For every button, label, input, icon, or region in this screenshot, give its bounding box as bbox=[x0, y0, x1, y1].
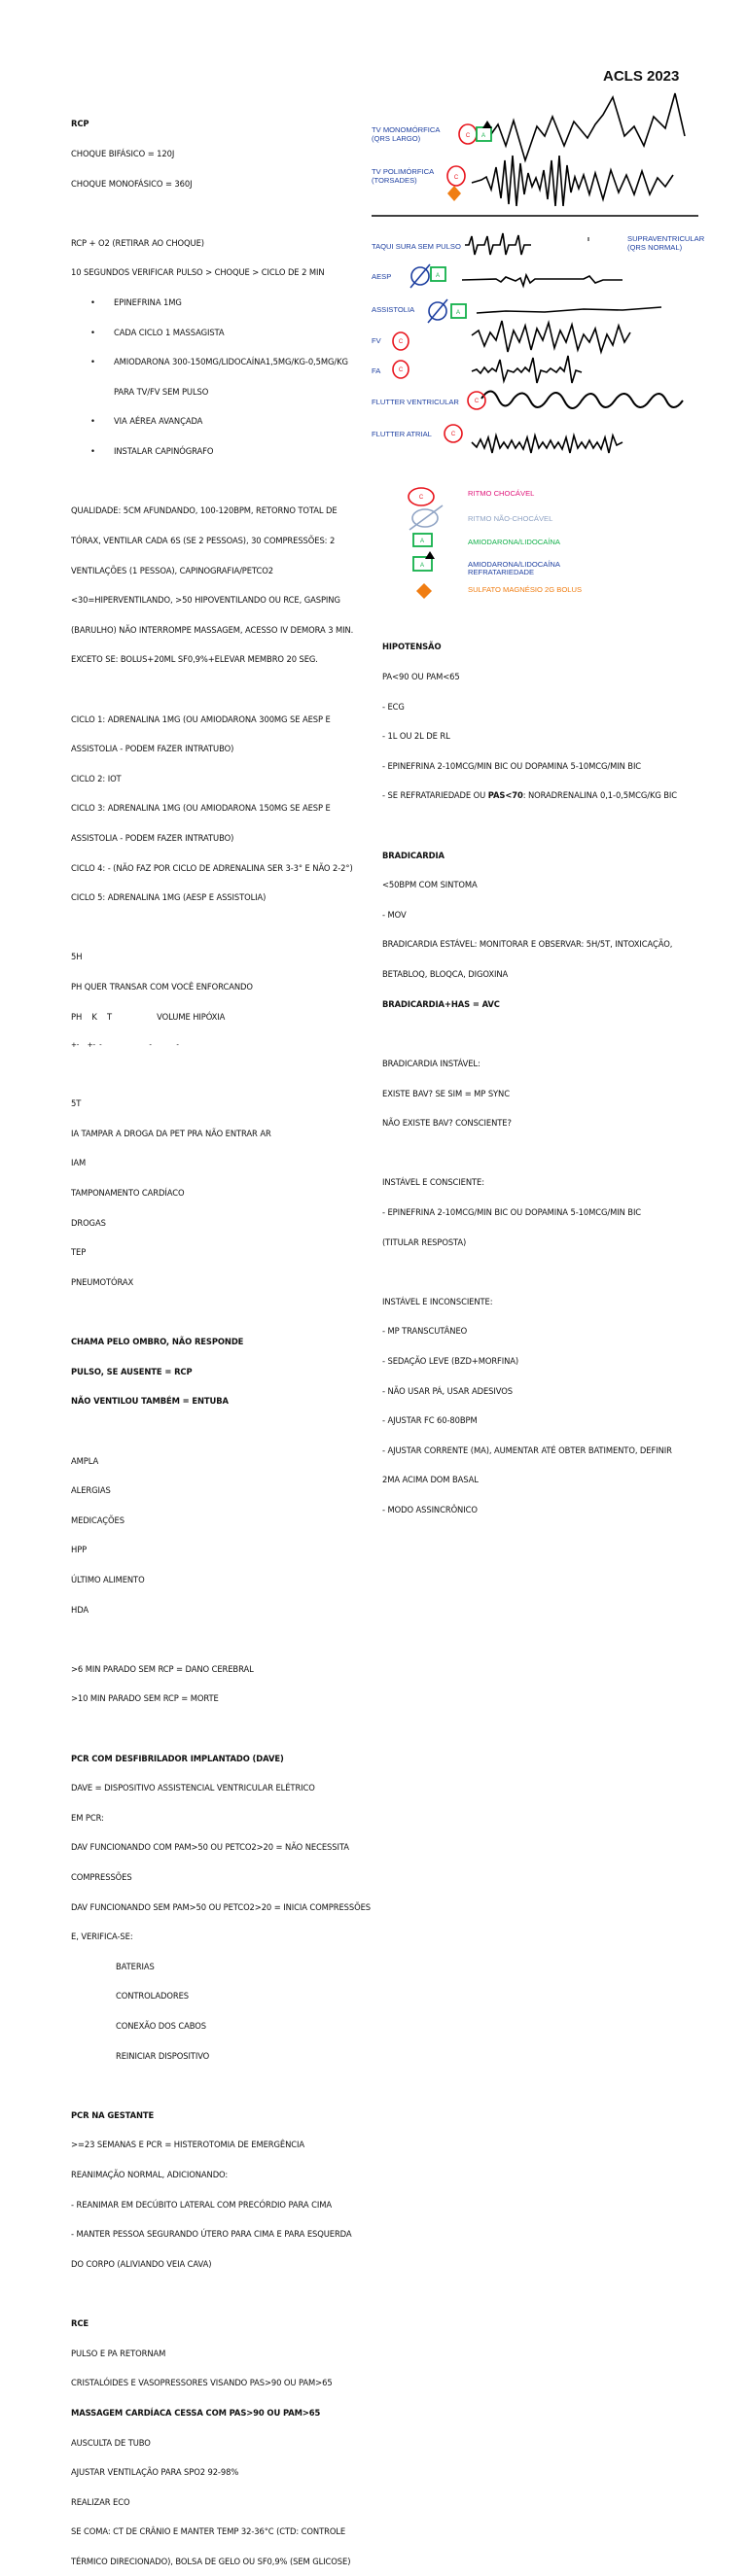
text-line: PA<90 OU PAM<65 bbox=[382, 672, 460, 682]
magnesium-marker bbox=[447, 186, 461, 201]
text-line: 10 SEGUNDOS VERIFICAR PULSO > CHOQUE > CICLO DE 2 MIN bbox=[71, 267, 325, 278]
text-line: <50BPM COM SINTOMA bbox=[382, 880, 478, 890]
text-line: TÉRMICO DIRECIONADO), BOLSA DE GELO OU SF0,9% (SEM GLICOSE) bbox=[71, 2557, 351, 2566]
text-line: >10 MIN PARADO SEM RCP = MORTE bbox=[71, 1693, 219, 1704]
ecg-label-aesp: AESP bbox=[372, 272, 392, 281]
text-line: - ECG bbox=[382, 701, 405, 712]
hipotensao-heading: HIPOTENSÃO bbox=[382, 642, 442, 652]
marker-letter: C bbox=[450, 432, 456, 437]
text-line: REANIMAÇÃO NORMAL, ADICIONANDO: bbox=[71, 2170, 229, 2180]
list-item: CONEXÃO DOS CABOS bbox=[116, 2021, 206, 2032]
text-line: - MP TRANSCUTÂNEO bbox=[382, 1326, 468, 1337]
legend-chocavel: RITMO CHOCÁVEL bbox=[468, 489, 535, 498]
ecg-label-fv: FV bbox=[372, 336, 381, 345]
list-item: CONTROLADORES bbox=[116, 1991, 189, 2002]
text-line: - AJUSTAR FC 60-80BPM bbox=[382, 1415, 478, 1426]
bradicardia-heading: BRADICARDIA bbox=[382, 850, 445, 860]
text-line: BRADICARDIA ESTÁVEL: MONITORAR E OBSERVAR: 5H/5T, INTOXICAÇÃO, bbox=[382, 939, 673, 950]
ecg-drawings bbox=[0, 0, 747, 995]
ecg-label-supraventricular: SUPRAVENTRICULAR (QRS NORMAL) bbox=[627, 234, 705, 252]
ecg-label-flutter-ventricular: FLUTTER VENTRICULAR bbox=[372, 398, 459, 406]
text-line: +- +- - - - bbox=[71, 1041, 179, 1050]
dave-heading: PCR COM DESFIBRILADOR IMPLANTADO (DAVE) bbox=[71, 1753, 284, 1763]
rcp-heading: RCP bbox=[71, 119, 89, 129]
text-line: VENTILAÇÕES (1 PESSOA), CAPINOGRAFIA/PETCO2 bbox=[71, 565, 273, 575]
ecg-trace-tv-monomorfica bbox=[491, 93, 685, 160]
text-line: DROGAS bbox=[71, 1217, 106, 1228]
text-line: - MOV bbox=[382, 909, 407, 920]
text-line: (BARULHO) NÃO INTERROMPE MASSAGEM, ACESSO IV DEMORA 3 MIN. bbox=[71, 624, 354, 635]
ecg-trace-assistolia bbox=[477, 307, 661, 313]
bullet-item: • EPINEFRINA 1MG bbox=[90, 297, 371, 307]
page-title: ACLS 2023 bbox=[603, 68, 680, 85]
text-line: INSTÁVEL E INCONSCIENTE: bbox=[382, 1296, 493, 1306]
legend-amiodarona: AMIODARONA/LIDOCAÍNA bbox=[468, 538, 560, 546]
text-line: - AJUSTAR CORRENTE (MA), AUMENTAR ATÉ OBTER BATIMENTO, DEFINIR bbox=[382, 1445, 672, 1455]
text-line: QUALIDADE: 5CM AFUNDANDO, 100-120BPM, RETORNO TOTAL DE bbox=[71, 505, 338, 516]
text-line: EXISTE BAV? SE SIM = MP SYNC bbox=[382, 1088, 510, 1098]
marker-letter: A bbox=[480, 133, 486, 139]
text-line: DAV FUNCIONANDO SEM PAM>50 OU PETCO2>20 = INICIA COMPRESSÕES bbox=[71, 1901, 371, 1912]
legend-magnesium-marker bbox=[416, 583, 432, 599]
text-line: DAV FUNCIONANDO COM PAM>50 OU PETCO2>20 = NÃO NECESSITA bbox=[71, 1842, 349, 1853]
legend-nao-chocavel: RITMO NÃO-CHOCÁVEL bbox=[468, 514, 553, 523]
text-line: CHOQUE BIFÁSICO = 120J bbox=[71, 149, 175, 159]
text-line: RCP + O2 (RETIRAR AO CHOQUE) bbox=[71, 237, 204, 248]
text-line: - NÃO USAR PÁ, USAR ADESIVOS bbox=[382, 1385, 513, 1396]
text-segment: - SE REFRATARIEDADE OU bbox=[382, 790, 488, 801]
text-line: PH K T VOLUME HIPÓXIA bbox=[71, 1011, 226, 1022]
legend-magnesio: SULFATO MAGNÉSIO 2G BOLUS bbox=[468, 585, 583, 594]
text-line: - EPINEFRINA 2-10MCG/MIN BIC OU DOPAMINA 5-10MCG/MIN BIC bbox=[382, 760, 642, 771]
text-line: HPP bbox=[71, 1545, 88, 1555]
text-line: CHAMA PELO OMBRO, NÃO RESPONDE bbox=[71, 1337, 244, 1347]
ecg-trace-aesp bbox=[462, 275, 622, 286]
text-line: >=23 SEMANAS E PCR = HISTEROTOMIA DE EMERGÊNCIA bbox=[71, 2140, 305, 2150]
text-line: CICLO 4: - (NÃO FAZ POR CICLO DE ADRENALINA SER 3-3° E NÃO 2-2°) bbox=[71, 862, 353, 873]
text-line: 5T bbox=[71, 1098, 82, 1109]
text-line: REALIZAR ECO bbox=[71, 2496, 130, 2507]
text-line: PNEUMOTÓRAX bbox=[71, 1276, 134, 1287]
text-segment: : NORADRENALINA 0,1-0,5MCG/KG BIC bbox=[522, 790, 678, 801]
text-line: - 1L OU 2L DE RL bbox=[382, 731, 450, 742]
refractory-triangle bbox=[425, 551, 435, 559]
text-line: DAVE = DISPOSITIVO ASSISTENCIAL VENTRICULAR ELÉTRICO bbox=[71, 1783, 315, 1793]
marker-letter: C bbox=[465, 133, 471, 139]
text-line: NÃO VENTILOU TAMBÉM = ENTUBA bbox=[71, 1396, 229, 1407]
text-line: ASSISTOLIA - PODEM FAZER INTRATUBO) bbox=[71, 744, 234, 754]
ecg-trace-taqui bbox=[465, 233, 531, 255]
bullet-item: • VIA AÉREA AVANÇADA bbox=[90, 416, 371, 426]
ecg-trace-fv bbox=[472, 321, 630, 352]
marker-letter: A bbox=[435, 273, 441, 279]
refractory-triangle bbox=[482, 121, 492, 128]
list-item: REINICIAR DISPOSITIVO bbox=[116, 2050, 210, 2061]
text-line: - EPINEFRINA 2-10MCG/MIN BIC OU DOPAMINA 5-10MCG/MIN BIC bbox=[382, 1206, 642, 1217]
text-line: AUSCULTA DE TUBO bbox=[71, 2437, 151, 2448]
text-line: EXCETO SE: BOLUS+20ML SF0,9%+ELEVAR MEMBRO 20 SEG. bbox=[71, 654, 318, 665]
gestante-heading: PCR NA GESTANTE bbox=[71, 2109, 155, 2120]
text-line: TAMPONAMENTO CARDÍACO bbox=[71, 1188, 185, 1199]
text-line: E, VERIFICA-SE: bbox=[71, 1932, 133, 1942]
text-line: DO CORPO (ALIVIANDO VEIA CAVA) bbox=[71, 2258, 212, 2269]
text-line: INSTÁVEL E CONSCIENTE: bbox=[382, 1177, 484, 1188]
marker-letter: C bbox=[398, 339, 404, 345]
legend-amiodarona-refrataria: AMIODARONA/LIDOCAÍNA REFRATARIEDADE bbox=[468, 560, 560, 576]
ecg-trace-flutter-ventricular bbox=[481, 392, 683, 409]
text-line: IA TAMPAR A DROGA DA PET PRA NÃO ENTRAR AR bbox=[71, 1128, 271, 1138]
text-line: CICLO 2: IOT bbox=[71, 773, 122, 783]
text-line: <30=HIPERVENTILANDO, >50 HIPOVENTILANDO OU RCE, GASPING bbox=[71, 595, 340, 606]
text-line: TEP bbox=[71, 1247, 87, 1258]
text-line: >6 MIN PARADO SEM RCP = DANO CEREBRAL bbox=[71, 1663, 254, 1674]
text-line: PULSO, SE AUSENTE = RCP bbox=[71, 1366, 193, 1376]
text-line: PARA TV/FV SEM PULSO bbox=[114, 386, 209, 397]
text-line: ÚLTIMO ALIMENTO bbox=[71, 1574, 145, 1584]
ecg-label-tv-polimorfica: TV POLIMÓRFICA (TORSADES) bbox=[372, 167, 435, 185]
bullet-item: • AMIODARONA 300-150MG/LIDOCAÍNA1,5MG/KG-0,5MG/KG bbox=[90, 357, 371, 366]
marker-letter: C bbox=[398, 367, 404, 373]
ecg-label-flutter-atrial: FLUTTER ATRIAL bbox=[372, 430, 432, 438]
ecg-trace-flutter-atrial bbox=[472, 435, 622, 453]
text-line: - REANIMAR EM DECÚBITO LATERAL COM PRECÓRDIO PARA CIMA bbox=[71, 2199, 332, 2210]
ecg-label-tv-monomorfica: TV MONOMÓRFICA (QRS LARGO) bbox=[372, 125, 441, 143]
ecg-trace-tv-polimorfica bbox=[472, 156, 673, 206]
ecg-label-fa: FA bbox=[372, 366, 381, 375]
text-line: MEDICAÇÕES bbox=[71, 1514, 124, 1525]
text-line: COMPRESSÕES bbox=[71, 1872, 132, 1883]
text-line: - MODO ASSINCRÔNICO bbox=[382, 1505, 478, 1515]
text-line: TÓRAX, VENTILAR CADA 6S (SE 2 PESSOAS), 30 COMPRESSÕES: 2 bbox=[71, 535, 336, 545]
marker-letter: A bbox=[455, 310, 461, 316]
text-line: CHOQUE MONOFÁSICO = 360J bbox=[71, 178, 193, 189]
text-line: - MANTER PESSOA SEGURANDO ÚTERO PARA CIMA E PARA ESQUERDA bbox=[71, 2229, 352, 2240]
ecg-trace-fa bbox=[472, 356, 582, 383]
text-line: 5H bbox=[71, 952, 83, 962]
text-line: CICLO 3: ADRENALINA 1MG (OU AMIODARONA 150MG SE AESP E bbox=[71, 803, 331, 814]
marker-letter: A bbox=[419, 563, 425, 569]
text-line: EM PCR: bbox=[71, 1812, 104, 1823]
text-line: CRISTALÓIDES E VASOPRESSORES VISANDO PAS>90 OU PAM>65 bbox=[71, 2378, 333, 2388]
text-line: HDA bbox=[71, 1604, 89, 1615]
marker-letter: C bbox=[453, 175, 459, 181]
text-line: PH QUER TRANSAR COM VOCÊ ENFORCANDO bbox=[71, 982, 253, 992]
text-line: BETABLOQ, BLOQCA, DIGOXINA bbox=[382, 969, 509, 980]
ecg-label-taqui-sura: TAQUI SURA SEM PULSO bbox=[372, 242, 461, 251]
marker-letter: C bbox=[418, 495, 424, 501]
text-line: ALERGIAS bbox=[71, 1485, 111, 1496]
rce-heading: RCE bbox=[71, 2318, 89, 2329]
ecg-label-assistolia: ASSISTOLIA bbox=[372, 305, 415, 314]
list-item: BATERIAS bbox=[116, 1961, 155, 1971]
marker-letter: A bbox=[419, 539, 425, 544]
text-line: PULSO E PA RETORNAM bbox=[71, 2348, 166, 2358]
text-line: BRADICARDIA INSTÁVEL: bbox=[382, 1058, 480, 1068]
text-line: AJUSTAR VENTILAÇÃO PARA SPO2 92-98% bbox=[71, 2467, 239, 2478]
text-line: CICLO 5: ADRENALINA 1MG (AESP E ASSISTOLIA) bbox=[71, 892, 267, 903]
text-line: CICLO 1: ADRENALINA 1MG (OU AMIODARONA 300MG SE AESP E bbox=[71, 714, 331, 724]
text-line: MASSAGEM CARDÍACA CESSA COM PAS>90 OU PAM>65 bbox=[71, 2407, 321, 2418]
text-line: (TITULAR RESPOSTA) bbox=[382, 1236, 467, 1247]
bullet-item: • INSTALAR CAPINÓGRAFO bbox=[90, 446, 371, 456]
text-line: 2MA ACIMA DOM BASAL bbox=[382, 1475, 479, 1485]
text-line: BRADICARDIA+HAS = AVC bbox=[382, 998, 500, 1009]
text-line: SE COMA: CT DE CRÂNIO E MANTER TEMP 32-36°C (CTD: CONTROLE bbox=[71, 2526, 346, 2537]
text-line: IAM bbox=[71, 1158, 87, 1168]
text-line: NÃO EXISTE BAV? CONSCIENTE? bbox=[382, 1118, 512, 1129]
text-segment: PAS<70 bbox=[487, 790, 523, 801]
bullet-item: • CADA CICLO 1 MASSAGISTA bbox=[90, 328, 371, 337]
marker-letter: C bbox=[474, 399, 480, 404]
text-line: AMPLA bbox=[71, 1455, 99, 1466]
text-line: - SEDAÇÃO LEVE (BZD+MORFINA) bbox=[382, 1355, 519, 1366]
text-line: ASSISTOLIA - PODEM FAZER INTRATUBO) bbox=[71, 832, 234, 843]
